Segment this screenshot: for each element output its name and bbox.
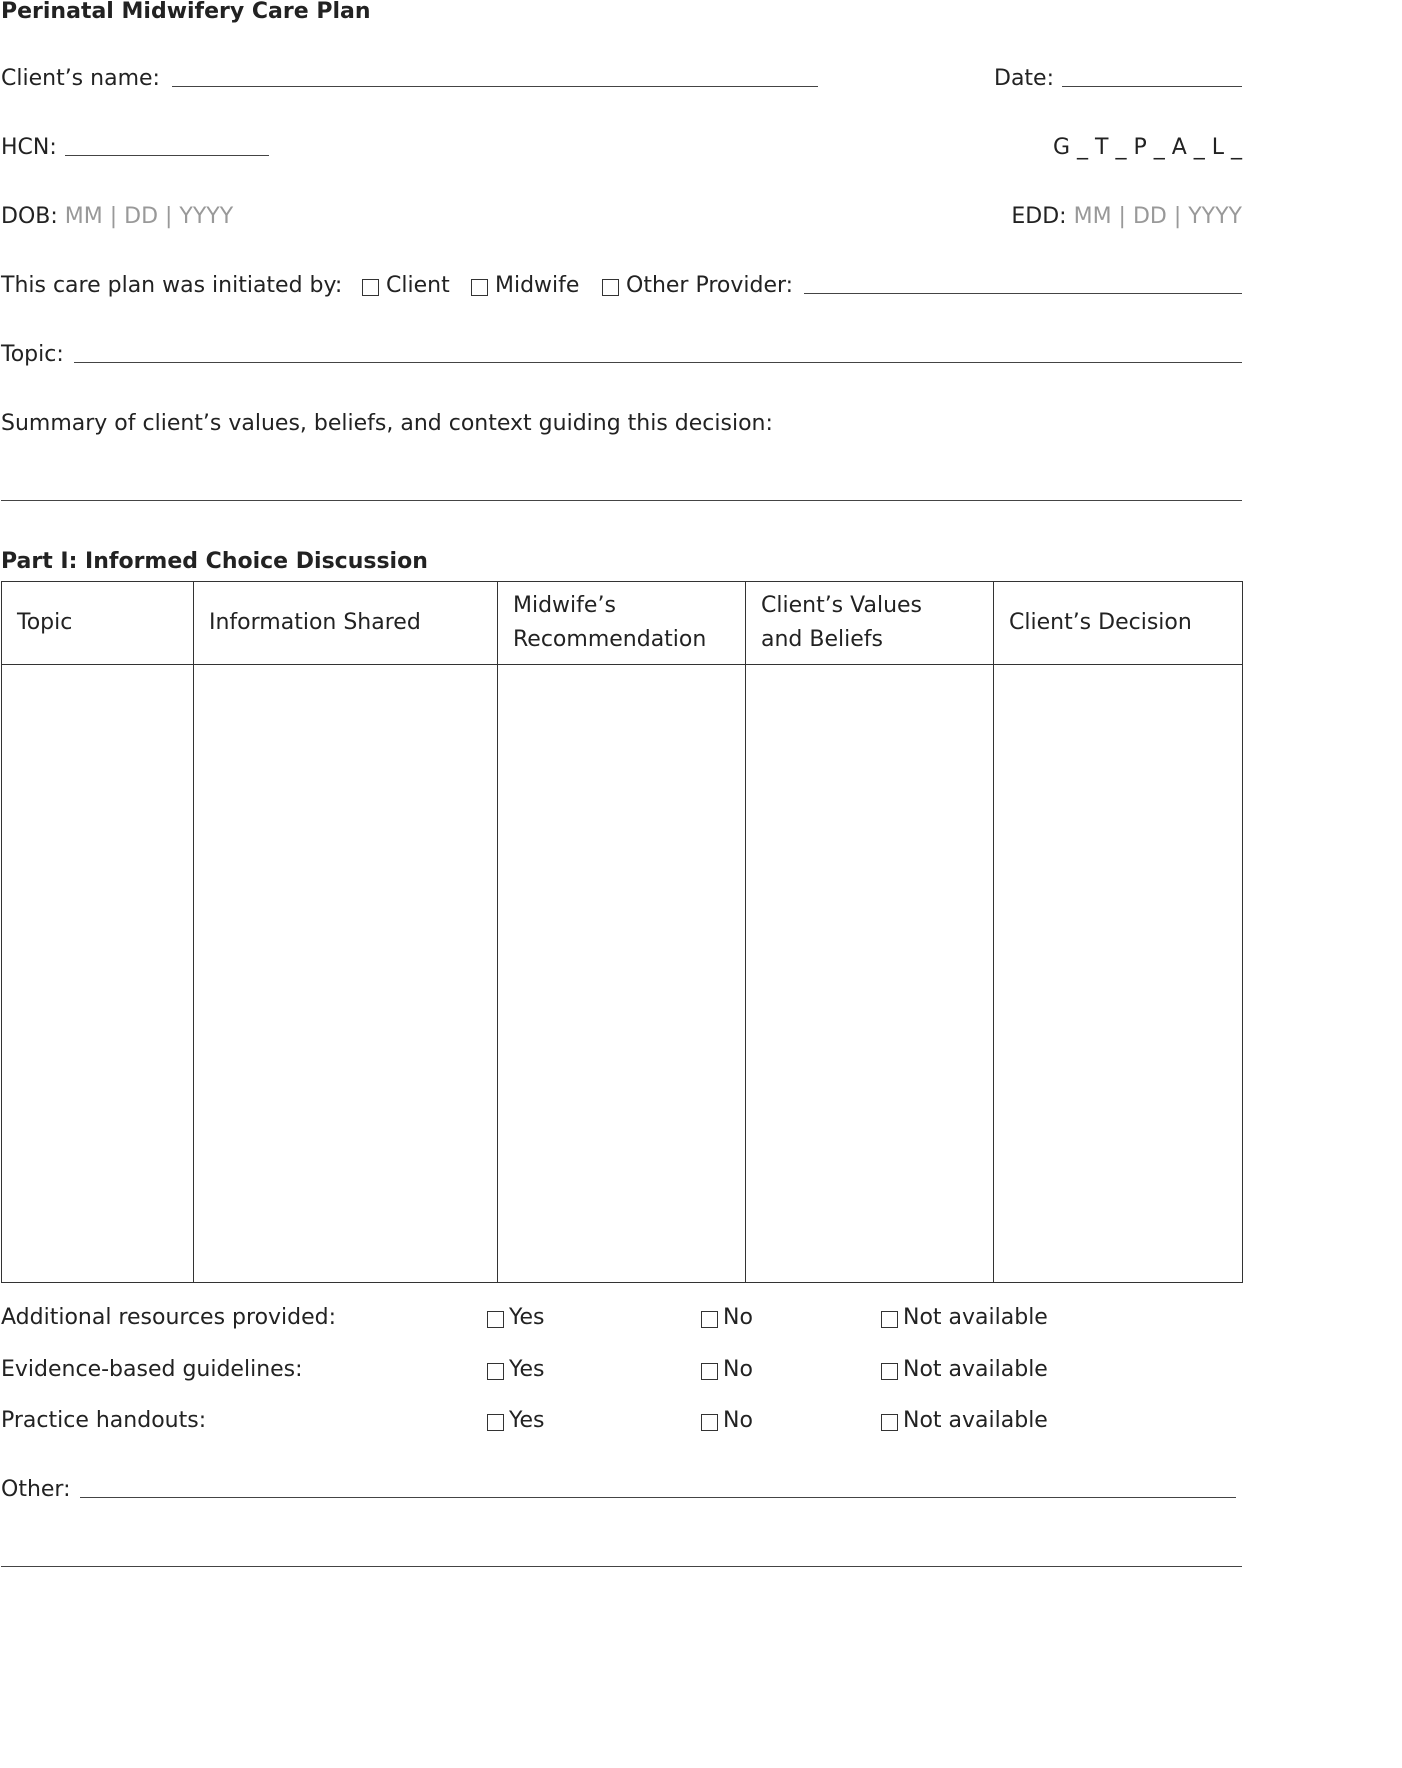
- cell-client-values[interactable]: [746, 665, 994, 1283]
- topic-label: Topic:: [1, 342, 64, 367]
- practice-handouts-no-checkbox[interactable]: [701, 1414, 718, 1431]
- column-information-shared: Information Shared: [194, 582, 498, 665]
- client-name-label: Client’s name:: [1, 66, 160, 91]
- page-title: Perinatal Midwifery Care Plan: [1, 0, 371, 24]
- date-label: Date:: [994, 66, 1054, 91]
- hcn-field[interactable]: [65, 155, 269, 156]
- initiated-midwife-label: Midwife: [495, 273, 580, 298]
- additional-resources-no-checkbox[interactable]: [701, 1311, 718, 1328]
- practice-handouts-yes-checkbox[interactable]: [487, 1414, 504, 1431]
- other-label: Other:: [1, 1477, 71, 1502]
- initiated-client-label: Client: [386, 273, 450, 298]
- practice-handouts-not-available-label: Not available: [903, 1408, 1048, 1433]
- cell-client-decision[interactable]: [994, 665, 1243, 1283]
- additional-resources-yes-checkbox[interactable]: [487, 1311, 504, 1328]
- hcn-label: HCN:: [1, 135, 57, 160]
- informed-choice-table: [1, 581, 1243, 1283]
- client-name-field[interactable]: [172, 86, 818, 87]
- evidence-guidelines-yes-label: Yes: [509, 1357, 545, 1382]
- additional-resources-not-available-checkbox[interactable]: [881, 1311, 898, 1328]
- initiated-other-checkbox[interactable]: [602, 279, 619, 296]
- practice-handouts-not-available-checkbox[interactable]: [881, 1414, 898, 1431]
- additional-resources-no-label: No: [723, 1305, 753, 1330]
- part1-title: Part I: Informed Choice Discussion: [1, 549, 428, 574]
- additional-resources-yes-label: Yes: [509, 1305, 545, 1330]
- edd-label: EDD:: [1011, 204, 1067, 229]
- initiated-label: This care plan was initiated by:: [1, 273, 343, 298]
- additional-resources-label: Additional resources provided:: [1, 1305, 337, 1330]
- summary-label: Summary of client’s values, beliefs, and context guiding this decision:: [1, 411, 773, 436]
- column-topic: Topic: [2, 582, 194, 665]
- table-header-row: [2, 582, 1243, 665]
- edd-field[interactable]: MM | DD | YYYY: [1073, 204, 1242, 229]
- evidence-guidelines-no-checkbox[interactable]: [701, 1363, 718, 1380]
- other-field-line-2[interactable]: [1, 1566, 1242, 1567]
- table-row: [2, 665, 1243, 1283]
- other-field[interactable]: [80, 1497, 1236, 1498]
- dob-label: DOB:: [1, 204, 58, 229]
- cell-information-shared[interactable]: [194, 665, 498, 1283]
- gtpal-field[interactable]: G _ T _ P _ A _ L _: [1053, 135, 1242, 160]
- additional-resources-not-available-label: Not available: [903, 1305, 1048, 1330]
- evidence-guidelines-not-available-label: Not available: [903, 1357, 1048, 1382]
- column-client-decision: Client’s Decision: [994, 582, 1243, 665]
- date-field[interactable]: [1062, 86, 1242, 87]
- summary-field[interactable]: [1, 500, 1242, 501]
- dob-field[interactable]: MM | DD | YYYY: [64, 204, 234, 229]
- evidence-guidelines-no-label: No: [723, 1357, 753, 1382]
- evidence-guidelines-label: Evidence-based guidelines:: [1, 1357, 303, 1382]
- practice-handouts-yes-label: Yes: [509, 1408, 545, 1433]
- other-provider-field[interactable]: [804, 293, 1242, 294]
- initiated-midwife-checkbox[interactable]: [471, 279, 488, 296]
- cell-topic[interactable]: [2, 665, 194, 1283]
- cell-midwife-recommendation[interactable]: [498, 665, 746, 1283]
- column-midwife-recommendation: Midwife’s Recommendation: [498, 582, 746, 665]
- evidence-guidelines-yes-checkbox[interactable]: [487, 1363, 504, 1380]
- practice-handouts-no-label: No: [723, 1408, 753, 1433]
- evidence-guidelines-not-available-checkbox[interactable]: [881, 1363, 898, 1380]
- initiated-other-label: Other Provider:: [626, 273, 794, 298]
- topic-field[interactable]: [74, 362, 1242, 363]
- initiated-client-checkbox[interactable]: [362, 279, 379, 296]
- practice-handouts-label: Practice handouts:: [1, 1408, 207, 1433]
- column-client-values: Client’s Values and Beliefs: [746, 582, 994, 665]
